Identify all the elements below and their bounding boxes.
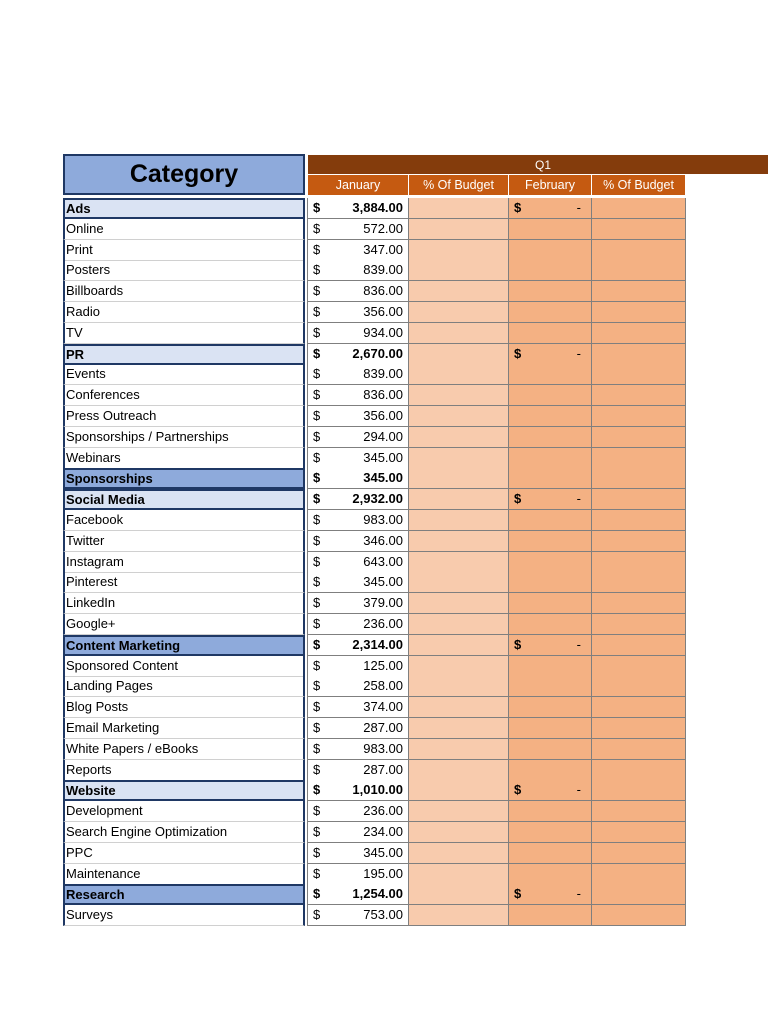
currency-symbol: $ [313, 803, 321, 819]
currency-symbol: $ [514, 491, 522, 507]
amount: 572.00 [363, 220, 403, 236]
cell-pct-budget-jan[interactable] [409, 718, 509, 739]
cell-pct-budget-feb[interactable] [592, 593, 686, 614]
cell-january[interactable] [307, 552, 409, 573]
cell-pct-budget-feb[interactable] [592, 572, 686, 593]
cell-january[interactable] [307, 905, 409, 926]
cell-category[interactable]: Sponsorships / Partnerships [63, 427, 305, 448]
cell-pct-budget-jan[interactable] [409, 801, 509, 822]
currency-symbol: $ [313, 345, 321, 361]
cell-category[interactable]: Conferences [63, 385, 305, 406]
cell-pct-budget-jan[interactable] [409, 780, 509, 801]
cell-pct-budget-feb[interactable] [592, 822, 686, 843]
cell-category[interactable]: Content Marketing [63, 635, 305, 656]
currency-symbol: $ [514, 345, 522, 361]
cell-february[interactable] [509, 489, 592, 510]
cell-january[interactable] [307, 864, 409, 885]
currency-symbol: $ [313, 428, 321, 444]
cell-pct-budget-jan[interactable] [409, 531, 509, 552]
cell-category[interactable]: Social Media [63, 489, 305, 510]
cell-pct-budget-feb[interactable] [592, 905, 686, 926]
amount: 2,314.00 [352, 636, 403, 652]
cell-january[interactable] [307, 884, 409, 905]
cell-february[interactable] [509, 593, 592, 614]
cell-january[interactable] [307, 843, 409, 864]
amount: 983.00 [363, 740, 403, 756]
currency-symbol: $ [313, 865, 321, 881]
cell-february[interactable] [509, 801, 592, 822]
amount: - [576, 886, 581, 902]
cell-category[interactable]: Print [63, 240, 305, 261]
cell-pct-budget-feb[interactable] [592, 697, 686, 718]
cell-january[interactable] [307, 219, 409, 240]
amount: 294.00 [363, 428, 403, 444]
table-row [0, 406, 768, 427]
cell-pct-budget-jan[interactable] [409, 635, 509, 656]
cell-pct-budget-feb[interactable] [592, 718, 686, 739]
cell-february[interactable] [509, 364, 592, 385]
cell-category[interactable]: Sponsorships [63, 468, 305, 489]
table-row [0, 718, 768, 739]
cell-pct-budget-feb[interactable] [592, 614, 686, 635]
cell-february[interactable] [509, 468, 592, 489]
table-row [0, 801, 768, 822]
table-row [0, 822, 768, 843]
cell-pct-budget-jan[interactable] [409, 364, 509, 385]
table-row [0, 260, 768, 281]
cell-pct-budget-feb[interactable] [592, 198, 686, 219]
cell-february[interactable] [509, 281, 592, 302]
cell-pct-budget-jan[interactable] [409, 510, 509, 531]
cell-pct-budget-feb[interactable] [592, 510, 686, 531]
amount: 236.00 [363, 616, 403, 631]
cell-january[interactable] [307, 364, 409, 385]
cell-february[interactable] [509, 822, 592, 843]
cell-pct-budget-jan[interactable] [409, 739, 509, 760]
cell-category[interactable]: Instagram [63, 552, 305, 573]
cell-pct-budget-jan[interactable] [409, 468, 509, 489]
currency-symbol: $ [313, 491, 321, 507]
cell-january[interactable] [307, 822, 409, 843]
amount: 236.00 [363, 803, 403, 819]
amount: 356.00 [363, 408, 403, 423]
cell-pct-budget-feb[interactable] [592, 864, 686, 885]
table-row [0, 552, 768, 573]
amount: 839.00 [363, 366, 403, 382]
cell-pct-budget-jan[interactable] [409, 656, 509, 677]
cell-february[interactable] [509, 760, 592, 781]
currency-symbol: $ [313, 886, 321, 902]
cell-pct-budget-feb[interactable] [592, 843, 686, 864]
amount: - [576, 782, 581, 798]
cell-pct-budget-feb[interactable] [592, 364, 686, 385]
cell-february[interactable] [509, 697, 592, 718]
cell-pct-budget-jan[interactable] [409, 302, 509, 323]
cell-category[interactable]: Pinterest [63, 572, 305, 593]
currency-symbol: $ [313, 720, 321, 735]
amount: - [576, 636, 581, 652]
cell-pct-budget-jan[interactable] [409, 614, 509, 635]
cell-category[interactable]: Google+ [63, 614, 305, 635]
cell-january[interactable] [307, 260, 409, 281]
cell-pct-budget-jan[interactable] [409, 905, 509, 926]
cell-category[interactable]: Posters [63, 260, 305, 281]
column-header-february[interactable]: February [509, 175, 592, 195]
amount: 195.00 [363, 865, 403, 881]
currency-symbol: $ [313, 220, 321, 236]
cell-january[interactable] [307, 676, 409, 697]
cell-category[interactable]: Webinars [63, 448, 305, 469]
cell-pct-budget-feb[interactable] [592, 219, 686, 240]
cell-pct-budget-jan[interactable] [409, 552, 509, 573]
cell-february[interactable] [509, 240, 592, 261]
currency-symbol: $ [514, 200, 522, 215]
currency-symbol: $ [313, 200, 321, 215]
cell-february[interactable] [509, 884, 592, 905]
cell-pct-budget-jan[interactable] [409, 760, 509, 781]
amount: 983.00 [363, 512, 403, 527]
cell-category[interactable]: Research [63, 884, 305, 905]
currency-symbol: $ [313, 616, 321, 631]
cell-pct-budget-jan[interactable] [409, 281, 509, 302]
cell-pct-budget-jan[interactable] [409, 219, 509, 240]
cell-pct-budget-jan[interactable] [409, 344, 509, 365]
category-group-row [0, 884, 768, 905]
cell-pct-budget-jan[interactable] [409, 572, 509, 593]
currency-symbol: $ [313, 387, 321, 403]
amount: 2,932.00 [352, 491, 403, 507]
table-row [0, 739, 768, 760]
cell-pct-budget-feb[interactable] [592, 240, 686, 261]
cell-category[interactable]: Landing Pages [63, 676, 305, 697]
cell-january[interactable] [307, 427, 409, 448]
currency-symbol: $ [313, 574, 321, 590]
cell-category[interactable]: Billboards [63, 281, 305, 302]
category-group-row [0, 780, 768, 801]
amount: 258.00 [363, 678, 403, 694]
cell-february[interactable] [509, 905, 592, 926]
cell-january[interactable] [307, 510, 409, 531]
amount: 643.00 [363, 553, 403, 569]
amount: - [576, 200, 581, 215]
amount: 125.00 [363, 657, 403, 673]
currency-symbol: $ [514, 886, 522, 902]
cell-category[interactable]: Events [63, 364, 305, 385]
category-group-row [0, 635, 768, 656]
amount: 345.00 [363, 574, 403, 590]
category-header[interactable]: Category [63, 154, 305, 195]
currency-symbol: $ [313, 657, 321, 673]
currency-symbol: $ [313, 449, 321, 465]
amount: 374.00 [363, 699, 403, 715]
cell-january[interactable] [307, 406, 409, 427]
cell-february[interactable] [509, 656, 592, 677]
cell-pct-budget-feb[interactable] [592, 281, 686, 302]
cell-january[interactable] [307, 468, 409, 489]
cell-category[interactable]: Blog Posts [63, 697, 305, 718]
cell-february[interactable] [509, 718, 592, 739]
cell-january[interactable] [307, 614, 409, 635]
amount: 836.00 [363, 387, 403, 403]
table-row [0, 656, 768, 677]
cell-february[interactable] [509, 531, 592, 552]
cell-pct-budget-feb[interactable] [592, 468, 686, 489]
cell-january[interactable] [307, 593, 409, 614]
cell-january[interactable] [307, 718, 409, 739]
cell-february[interactable] [509, 780, 592, 801]
cell-february[interactable] [509, 427, 592, 448]
cell-february[interactable] [509, 635, 592, 656]
cell-pct-budget-feb[interactable] [592, 260, 686, 281]
column-header-pct-budget-1[interactable]: % Of Budget [409, 175, 509, 195]
cell-pct-budget-feb[interactable] [592, 323, 686, 344]
cell-january[interactable] [307, 739, 409, 760]
currency-symbol: $ [313, 740, 321, 756]
table-row [0, 593, 768, 614]
table-row [0, 385, 768, 406]
currency-symbol: $ [514, 636, 522, 652]
cell-january[interactable] [307, 801, 409, 822]
cell-february[interactable] [509, 344, 592, 365]
cell-pct-budget-jan[interactable] [409, 448, 509, 469]
quarter-header[interactable] [308, 155, 768, 174]
table-row [0, 240, 768, 261]
cell-february[interactable] [509, 323, 592, 344]
cell-category[interactable]: Radio [63, 302, 305, 323]
currency-symbol: $ [313, 782, 321, 798]
amount: 345.00 [363, 844, 403, 860]
cell-pct-budget-feb[interactable] [592, 427, 686, 448]
amount: 839.00 [363, 262, 403, 278]
cell-category[interactable]: Maintenance [63, 864, 305, 885]
cell-pct-budget-jan[interactable] [409, 240, 509, 261]
cell-pct-budget-feb[interactable] [592, 739, 686, 760]
currency-symbol: $ [313, 761, 321, 777]
cell-january[interactable] [307, 780, 409, 801]
cell-february[interactable] [509, 843, 592, 864]
currency-symbol: $ [313, 699, 321, 715]
cell-february[interactable] [509, 572, 592, 593]
currency-symbol: $ [313, 595, 321, 611]
cell-category[interactable]: LinkedIn [63, 593, 305, 614]
cell-pct-budget-feb[interactable] [592, 635, 686, 656]
currency-symbol: $ [313, 283, 321, 299]
category-group-row [0, 468, 768, 489]
table-row [0, 905, 768, 926]
table-row [0, 760, 768, 781]
cell-january[interactable] [307, 323, 409, 344]
table-row [0, 364, 768, 385]
amount: 934.00 [363, 324, 403, 340]
cell-february[interactable] [509, 198, 592, 219]
cell-category[interactable]: Facebook [63, 510, 305, 531]
cell-pct-budget-feb[interactable] [592, 531, 686, 552]
cell-january[interactable] [307, 656, 409, 677]
cell-january[interactable] [307, 240, 409, 261]
table-row [0, 323, 768, 344]
cell-pct-budget-jan[interactable] [409, 884, 509, 905]
currency-symbol: $ [313, 824, 321, 839]
cell-pct-budget-feb[interactable] [592, 760, 686, 781]
cell-category[interactable]: PR [63, 344, 305, 365]
cell-pct-budget-jan[interactable] [409, 260, 509, 281]
amount: 345.00 [363, 449, 403, 465]
cell-pct-budget-feb[interactable] [592, 780, 686, 801]
cell-category[interactable]: Sponsored Content [63, 656, 305, 677]
cell-february[interactable] [509, 385, 592, 406]
cell-pct-budget-feb[interactable] [592, 552, 686, 573]
cell-pct-budget-feb[interactable] [592, 385, 686, 406]
cell-pct-budget-jan[interactable] [409, 843, 509, 864]
cell-february[interactable] [509, 614, 592, 635]
currency-symbol: $ [313, 907, 321, 923]
cell-pct-budget-jan[interactable] [409, 593, 509, 614]
cell-january[interactable] [307, 344, 409, 365]
cell-pct-budget-jan[interactable] [409, 822, 509, 843]
cell-category[interactable]: Website [63, 780, 305, 801]
cell-pct-budget-jan[interactable] [409, 406, 509, 427]
cell-pct-budget-jan[interactable] [409, 864, 509, 885]
amount: 347.00 [363, 241, 403, 257]
amount: 836.00 [363, 283, 403, 299]
currency-symbol: $ [313, 366, 321, 382]
amount: 345.00 [363, 470, 403, 486]
cell-pct-budget-feb[interactable] [592, 302, 686, 323]
cell-pct-budget-feb[interactable] [592, 344, 686, 365]
currency-symbol: $ [313, 636, 321, 652]
cell-category[interactable]: Development [63, 801, 305, 822]
amount: 234.00 [363, 824, 403, 839]
amount: 287.00 [363, 720, 403, 735]
cell-category[interactable]: Search Engine Optimization [63, 822, 305, 843]
cell-pct-budget-jan[interactable] [409, 385, 509, 406]
amount: - [576, 491, 581, 507]
cell-february[interactable] [509, 510, 592, 531]
table-row [0, 676, 768, 697]
cell-pct-budget-jan[interactable] [409, 198, 509, 219]
column-header-pct-budget-2[interactable]: % Of Budget [592, 175, 686, 195]
column-header-january[interactable]: January [308, 175, 409, 195]
cell-january[interactable] [307, 448, 409, 469]
cell-category[interactable]: Press Outreach [63, 406, 305, 427]
cell-february[interactable] [509, 676, 592, 697]
amount: - [576, 345, 581, 361]
table-row [0, 281, 768, 302]
cell-january[interactable] [307, 697, 409, 718]
amount: 287.00 [363, 761, 403, 777]
cell-pct-budget-jan[interactable] [409, 676, 509, 697]
amount: 1,010.00 [352, 782, 403, 798]
currency-symbol: $ [313, 678, 321, 694]
currency-symbol: $ [313, 512, 321, 527]
cell-february[interactable] [509, 864, 592, 885]
category-group-row [0, 198, 768, 219]
currency-symbol: $ [313, 324, 321, 340]
cell-january[interactable] [307, 760, 409, 781]
table-row [0, 531, 768, 552]
cell-category[interactable]: PPC [63, 843, 305, 864]
table-row [0, 572, 768, 593]
table-row [0, 427, 768, 448]
table-row [0, 302, 768, 323]
cell-february[interactable] [509, 448, 592, 469]
cell-january[interactable] [307, 198, 409, 219]
table-row [0, 510, 768, 531]
cell-pct-budget-jan[interactable] [409, 323, 509, 344]
amount: 379.00 [363, 595, 403, 611]
cell-category[interactable]: White Papers / eBooks [63, 739, 305, 760]
amount: 2,670.00 [352, 345, 403, 361]
table-row [0, 219, 768, 240]
cell-category[interactable]: Ads [63, 198, 305, 219]
currency-symbol: $ [313, 470, 321, 486]
cell-january[interactable] [307, 385, 409, 406]
cell-pct-budget-feb[interactable] [592, 801, 686, 822]
cell-february[interactable] [509, 260, 592, 281]
cell-pct-budget-jan[interactable] [409, 427, 509, 448]
cell-category[interactable]: Online [63, 219, 305, 240]
currency-symbol: $ [313, 241, 321, 257]
cell-february[interactable] [509, 739, 592, 760]
cell-january[interactable] [307, 281, 409, 302]
currency-symbol: $ [313, 844, 321, 860]
cell-pct-budget-feb[interactable] [592, 656, 686, 677]
amount: 753.00 [363, 907, 403, 923]
table-row [0, 864, 768, 885]
table-row [0, 614, 768, 635]
cell-pct-budget-feb[interactable] [592, 676, 686, 697]
cell-category[interactable]: Reports [63, 760, 305, 781]
currency-symbol: $ [313, 262, 321, 278]
currency-symbol: $ [313, 532, 321, 548]
currency-symbol: $ [514, 782, 522, 798]
currency-symbol: $ [313, 408, 321, 423]
cell-january[interactable] [307, 635, 409, 656]
table-row [0, 843, 768, 864]
cell-february[interactable] [509, 406, 592, 427]
cell-january[interactable] [307, 531, 409, 552]
currency-symbol: $ [313, 553, 321, 569]
cell-february[interactable] [509, 219, 592, 240]
currency-symbol: $ [313, 304, 321, 319]
cell-pct-budget-feb[interactable] [592, 448, 686, 469]
category-group-row [0, 344, 768, 365]
cell-pct-budget-jan[interactable] [409, 489, 509, 510]
amount: 356.00 [363, 304, 403, 319]
amount: 1,254.00 [352, 886, 403, 902]
cell-category[interactable]: TV [63, 323, 305, 344]
cell-january[interactable] [307, 489, 409, 510]
cell-category[interactable]: Email Marketing [63, 718, 305, 739]
cell-january[interactable] [307, 302, 409, 323]
cell-february[interactable] [509, 552, 592, 573]
cell-january[interactable] [307, 572, 409, 593]
amount: 3,884.00 [352, 200, 403, 215]
cell-february[interactable] [509, 302, 592, 323]
table-row [0, 448, 768, 469]
amount: 346.00 [363, 532, 403, 548]
cell-pct-budget-feb[interactable] [592, 489, 686, 510]
quarter-label: Q1 [534, 157, 551, 172]
cell-pct-budget-jan[interactable] [409, 697, 509, 718]
table-row [0, 697, 768, 718]
category-group-row [0, 489, 768, 510]
cell-pct-budget-feb[interactable] [592, 406, 686, 427]
cell-category[interactable]: Surveys [63, 905, 305, 926]
cell-pct-budget-feb[interactable] [592, 884, 686, 905]
cell-category[interactable]: Twitter [63, 531, 305, 552]
